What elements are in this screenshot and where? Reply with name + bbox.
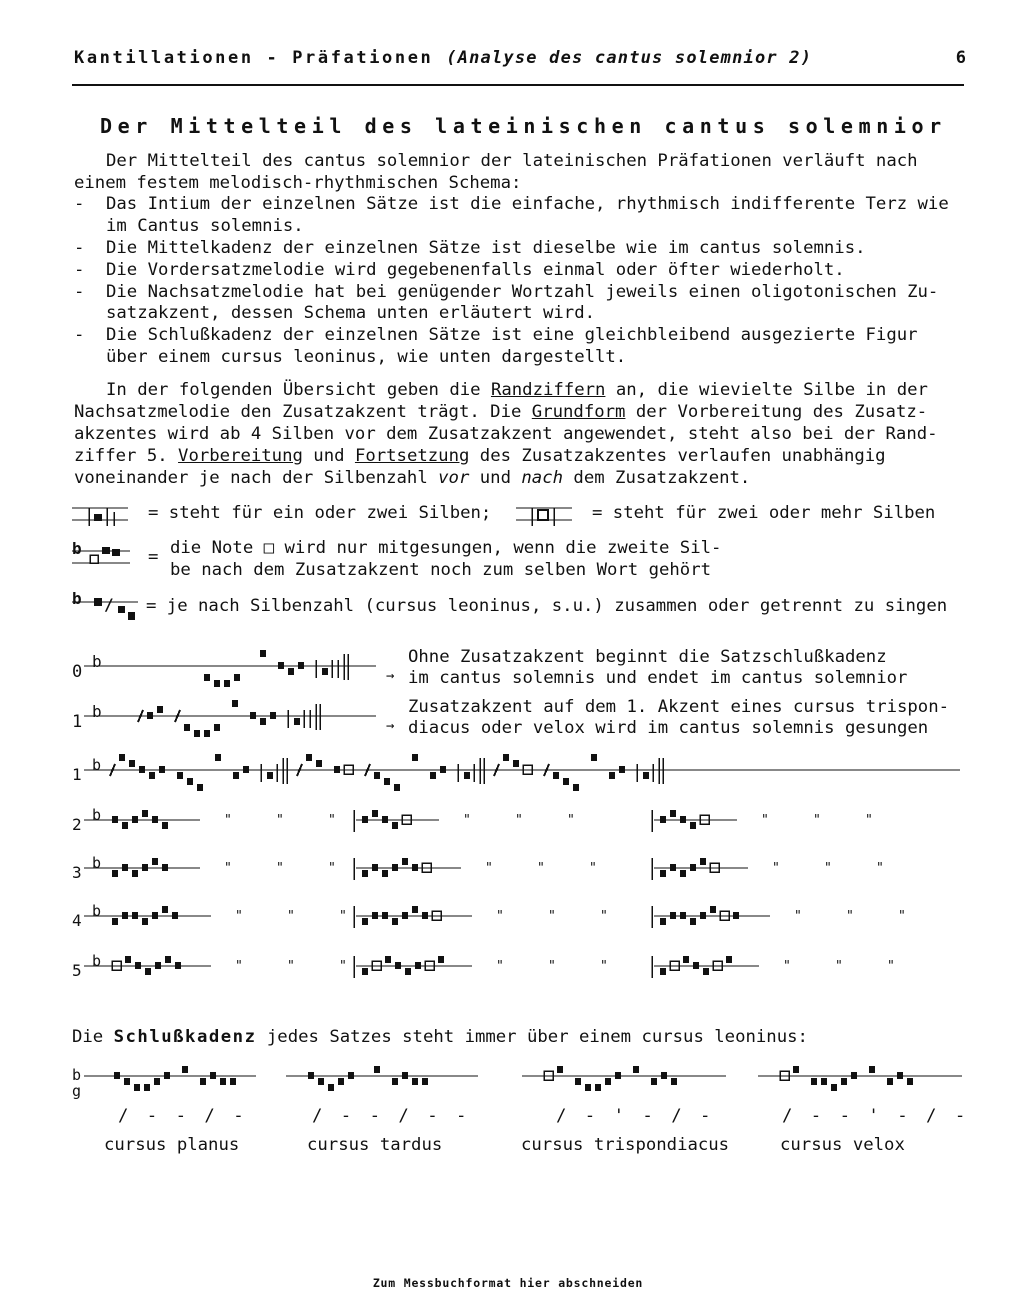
cursus-velox-accents: / - - ' - / - bbox=[782, 1106, 970, 1126]
flat-icon: b bbox=[92, 806, 102, 824]
ditto-mark: " bbox=[589, 861, 597, 876]
ditto-mark: " bbox=[287, 909, 295, 924]
para2-line-5 bbox=[74, 468, 750, 490]
note-square-icon bbox=[125, 956, 131, 963]
note-square-icon bbox=[122, 864, 128, 871]
term-schlusskadenz: Schlußkadenz bbox=[113, 1027, 257, 1047]
section-title: Der Mittelteil des lateinischen cantus solemnior bbox=[100, 114, 947, 138]
note-square-icon bbox=[334, 766, 340, 773]
text: der Vorbereitung des Zusatz- bbox=[625, 402, 928, 422]
ditto-mark: " bbox=[537, 861, 545, 876]
note-square-icon bbox=[152, 858, 158, 865]
note-square-icon bbox=[412, 864, 418, 871]
text: und bbox=[302, 446, 355, 466]
note-square-icon bbox=[152, 816, 158, 823]
note-square-icon bbox=[114, 1072, 120, 1079]
note-square-icon bbox=[134, 1084, 140, 1091]
note-square-icon bbox=[392, 822, 398, 829]
note-square-icon bbox=[184, 724, 190, 731]
para2-line-3: akzentes wird ab 4 Silben vor dem Zusatzakzent angewendet, steht also bei der Rand- bbox=[74, 424, 938, 444]
term-nach: nach bbox=[521, 468, 564, 488]
note-square-icon bbox=[402, 1072, 408, 1079]
note-square-icon bbox=[232, 700, 238, 707]
note-square-icon bbox=[643, 772, 649, 779]
note-square-icon bbox=[135, 962, 141, 969]
ditto-mark: " bbox=[600, 909, 608, 924]
note-square-icon bbox=[215, 754, 221, 761]
ditto-mark: " bbox=[887, 959, 895, 974]
note-square-icon bbox=[710, 906, 716, 913]
example-0-text-line-2: im cantus solemnis und endet im cantus solemnior bbox=[408, 668, 908, 688]
note-square-icon bbox=[372, 864, 378, 871]
note-square-icon bbox=[372, 810, 378, 817]
note-square-icon bbox=[374, 772, 380, 779]
text: dem Zusatzakzent. bbox=[563, 468, 751, 488]
note-square-icon bbox=[897, 1072, 903, 1079]
cursus-planus-accents: / - - / - bbox=[118, 1106, 248, 1126]
legend-eq: = bbox=[148, 547, 159, 567]
note-square-icon bbox=[362, 968, 368, 975]
note-square-icon bbox=[214, 680, 220, 687]
note-square-icon bbox=[362, 918, 368, 925]
note-square-icon bbox=[690, 918, 696, 925]
note-square-icon bbox=[152, 912, 158, 919]
note-square-icon bbox=[112, 870, 118, 877]
ditto-mark: " bbox=[783, 959, 791, 974]
flat-icon: b bbox=[92, 652, 102, 671]
note-square-icon bbox=[680, 912, 686, 919]
para2-line-1 bbox=[106, 380, 928, 402]
note-square-icon bbox=[142, 918, 148, 925]
intro-line-2: einem festem melodisch-rhythmischen Schema: bbox=[74, 173, 522, 193]
note-square-icon bbox=[139, 766, 145, 773]
note-square-icon bbox=[142, 864, 148, 871]
running-header bbox=[74, 48, 966, 68]
example-staff-1 bbox=[70, 700, 404, 744]
note-square-icon bbox=[175, 962, 181, 969]
bullet-3-line-1: Die Vordersatzmelodie wird gegebenenfalls einmal oder öfter wiederholt. bbox=[106, 260, 845, 280]
note-square-icon bbox=[605, 1078, 611, 1085]
note-square-icon bbox=[661, 1072, 667, 1079]
note-square-icon bbox=[145, 968, 151, 975]
legend-symbol-one-or-two bbox=[70, 500, 132, 530]
bullet-4-line-1: Die Nachsatzmelodie hat bei genügender Wortzahl jeweils einen oligotonischen Zu- bbox=[106, 282, 939, 302]
note-square-icon bbox=[619, 766, 625, 773]
bullet-4-line-2: satzakzent, dessen Schema unten erläutert wird. bbox=[106, 303, 595, 323]
note-square-icon bbox=[553, 772, 559, 779]
bullet-dash: - bbox=[74, 194, 85, 214]
note-square-icon bbox=[112, 816, 118, 823]
note-square-icon bbox=[172, 912, 178, 919]
legend-one-or-two: = steht für ein oder zwei Silben; bbox=[148, 503, 492, 523]
note-square-icon bbox=[392, 1078, 398, 1085]
ditto-mark: " bbox=[567, 813, 575, 828]
note-square-icon bbox=[147, 712, 153, 719]
note-square-icon bbox=[328, 1084, 334, 1091]
ditto-mark: " bbox=[485, 861, 493, 876]
note-square-icon bbox=[154, 1078, 160, 1085]
note-square-icon bbox=[422, 1078, 428, 1085]
note-square-icon bbox=[362, 816, 368, 823]
ditto-mark: " bbox=[287, 959, 295, 974]
note-square-icon bbox=[402, 858, 408, 865]
text: voneinander je nach der Silbenzahl bbox=[74, 468, 439, 488]
note-square-icon bbox=[338, 1078, 344, 1085]
note-square-icon bbox=[214, 724, 220, 731]
note-square-icon bbox=[563, 778, 569, 785]
note-square-icon bbox=[680, 870, 686, 877]
text: des Zusatzakzentes verlaufen unabhängig bbox=[469, 446, 886, 466]
row-number: 0 bbox=[72, 662, 83, 682]
cursus-trispondiacus-label: cursus trispondiacus bbox=[521, 1135, 730, 1155]
para2-line-2 bbox=[74, 402, 927, 424]
note-square-icon bbox=[670, 810, 676, 817]
text: jedes Satzes steht immer über einem cursus leoninus: bbox=[256, 1027, 808, 1047]
note-square-icon bbox=[683, 956, 689, 963]
schlusskadenz-intro bbox=[72, 1027, 808, 1047]
example-staff-0 bbox=[70, 650, 404, 694]
note-square-icon bbox=[609, 772, 615, 779]
row-number: 4 bbox=[72, 911, 82, 930]
note-square-icon bbox=[288, 668, 294, 675]
note-square-icon bbox=[372, 912, 378, 919]
ditto-mark: " bbox=[824, 861, 832, 876]
note-square-icon bbox=[793, 1066, 799, 1073]
note-square-icon bbox=[348, 1072, 354, 1079]
note-square-icon bbox=[112, 918, 118, 925]
note-square-icon bbox=[575, 1078, 581, 1085]
note-square-icon bbox=[430, 772, 436, 779]
note-square-icon bbox=[318, 1078, 324, 1085]
note-square-icon bbox=[670, 912, 676, 919]
note-square-icon bbox=[267, 772, 273, 779]
note-square-icon bbox=[690, 822, 696, 829]
note-square-icon bbox=[144, 1084, 150, 1091]
note-square-icon bbox=[887, 1078, 893, 1085]
note-square-icon bbox=[162, 906, 168, 913]
note-square-icon bbox=[394, 784, 400, 791]
flat-icon: b bbox=[72, 1066, 82, 1084]
note-square-icon bbox=[660, 870, 666, 877]
note-square-icon bbox=[132, 816, 138, 823]
legend-mitgesungen-line-2: be nach dem Zusatzakzent noch zum selben Wort gehört bbox=[170, 560, 712, 580]
flat-icon: b bbox=[72, 539, 82, 558]
note-square-icon bbox=[395, 962, 401, 969]
bullet-5-line-2: über einem cursus leoninus, wie unten dargestellt. bbox=[106, 347, 627, 367]
note-square-icon bbox=[703, 968, 709, 975]
note-square-icon bbox=[270, 712, 276, 719]
cursus-velox-label: cursus velox bbox=[780, 1135, 905, 1155]
header-title: Kantillationen - Präfationen bbox=[74, 48, 434, 68]
term-grundform: Grundform bbox=[531, 402, 626, 422]
note-square-icon bbox=[132, 912, 138, 919]
row-number: 3 bbox=[72, 863, 82, 882]
text: und bbox=[469, 468, 522, 488]
note-square-icon bbox=[278, 662, 284, 669]
note-square-icon bbox=[513, 760, 519, 767]
note-square-icon bbox=[615, 1072, 621, 1079]
note-square-icon bbox=[224, 680, 230, 687]
note-square-icon bbox=[260, 718, 266, 725]
arrow-icon: → bbox=[386, 718, 395, 734]
note-square-icon bbox=[132, 870, 138, 877]
note-square-icon bbox=[159, 766, 165, 773]
ditto-mark: " bbox=[876, 861, 884, 876]
note-square-icon bbox=[164, 1072, 170, 1079]
ditto-mark: " bbox=[328, 861, 336, 876]
ditto-mark: " bbox=[224, 813, 232, 828]
ditto-mark: " bbox=[898, 909, 906, 924]
ditto-mark: " bbox=[235, 959, 243, 974]
note-square-icon bbox=[316, 760, 322, 767]
note-square-icon bbox=[204, 730, 210, 737]
term-fortsetzung: Fortsetzung bbox=[354, 446, 470, 466]
note-square-icon bbox=[851, 1072, 857, 1079]
note-square-icon bbox=[233, 772, 239, 779]
note-square-icon bbox=[440, 766, 446, 773]
ditto-mark: " bbox=[548, 909, 556, 924]
ditto-mark: " bbox=[813, 813, 821, 828]
ditto-mark: " bbox=[276, 813, 284, 828]
header-rule bbox=[72, 84, 964, 86]
legend-symbol-two-or-more bbox=[514, 500, 576, 530]
footer-cut-note: Zum Messbuchformat hier abschneiden bbox=[372, 1276, 644, 1290]
note-square-icon bbox=[680, 816, 686, 823]
ditto-mark: " bbox=[496, 909, 504, 924]
cursus-trispondiacus-accents: / - ' - / - bbox=[556, 1106, 715, 1126]
note-square-icon bbox=[243, 766, 249, 773]
note-square-icon bbox=[362, 870, 368, 877]
note-square-icon bbox=[821, 1078, 827, 1085]
bullet-dash: - bbox=[74, 282, 85, 302]
note-square-icon bbox=[503, 754, 509, 761]
bullet-dash: - bbox=[74, 238, 85, 258]
flat-icon: b bbox=[92, 952, 102, 970]
page-number: 6 bbox=[955, 48, 966, 68]
ditto-mark: " bbox=[772, 861, 780, 876]
note-square-icon bbox=[671, 1078, 677, 1085]
legend-symbol-leoninus bbox=[70, 588, 142, 624]
text: In der folgenden Übersicht geben die bbox=[106, 380, 491, 400]
note-square-icon bbox=[122, 912, 128, 919]
para2-line-4 bbox=[74, 446, 886, 468]
note-square-icon bbox=[591, 754, 597, 761]
bullet-1-line-2: im Cantus solemnis. bbox=[106, 216, 304, 236]
text: Nachsatzmelodie den Zusatzakzent trägt. Die bbox=[74, 402, 532, 422]
note-square-icon bbox=[869, 1066, 875, 1073]
note-square-icon bbox=[230, 1078, 236, 1085]
randziffern-table bbox=[70, 752, 970, 987]
row-number: 1 bbox=[72, 765, 82, 784]
ditto-mark: " bbox=[339, 959, 347, 974]
example-1-text-line-2: diacus oder velox wird im cantus solemnis gesungen bbox=[408, 718, 929, 738]
note-square-icon bbox=[382, 912, 388, 919]
note-square-icon bbox=[700, 858, 706, 865]
open-note-icon bbox=[90, 555, 98, 563]
note-square-icon bbox=[415, 962, 421, 969]
bullet-dash: - bbox=[74, 260, 85, 280]
note-square-icon bbox=[595, 1084, 601, 1091]
note-square-icon bbox=[464, 772, 470, 779]
ditto-mark: " bbox=[496, 959, 504, 974]
ditto-mark: " bbox=[463, 813, 471, 828]
note-square-icon bbox=[177, 772, 183, 779]
ditto-mark: " bbox=[761, 813, 769, 828]
note-square-icon bbox=[670, 864, 676, 871]
note-square-icon bbox=[700, 912, 706, 919]
note-square-icon bbox=[260, 650, 266, 657]
note-square-icon bbox=[412, 754, 418, 761]
cursus-tardus-accents: / - - / - - bbox=[312, 1106, 471, 1126]
note-square-icon bbox=[633, 1066, 639, 1073]
ditto-mark: " bbox=[515, 813, 523, 828]
flat-icon: b bbox=[92, 854, 102, 872]
header-subtitle: (Analyse des cantus solemnior 2) bbox=[446, 48, 813, 68]
note-square-icon bbox=[157, 706, 163, 713]
cursus-tardus-label: cursus tardus bbox=[307, 1135, 443, 1155]
note-square-icon bbox=[651, 1078, 657, 1085]
clef-g-icon: g bbox=[72, 1082, 82, 1100]
note-square-icon bbox=[197, 784, 203, 791]
note-square-icon bbox=[308, 1072, 314, 1079]
term-vorbereitung: Vorbereitung bbox=[178, 446, 303, 466]
note-square-icon bbox=[162, 822, 168, 829]
cursus-staves bbox=[70, 1060, 970, 1104]
bullet-2-line-1: Die Mittelkadenz der einzelnen Sätze ist dieselbe wie im cantus solemnis. bbox=[106, 238, 866, 258]
note-square-icon bbox=[298, 662, 304, 669]
text: ziffer 5. bbox=[74, 446, 179, 466]
note-square-icon bbox=[693, 962, 699, 969]
row-number: 1 bbox=[72, 712, 83, 732]
note-square-icon bbox=[142, 810, 148, 817]
example-0-text-line-1: Ohne Zusatzakzent beginnt die Satzschlußkadenz bbox=[408, 647, 887, 667]
slash-icon: / bbox=[104, 595, 114, 614]
cursus-planus-label: cursus planus bbox=[104, 1135, 240, 1155]
ditto-mark: " bbox=[339, 909, 347, 924]
note-square-icon bbox=[831, 1084, 837, 1091]
note-square-icon bbox=[660, 918, 666, 925]
note-square-icon bbox=[122, 822, 128, 829]
ditto-mark: " bbox=[235, 909, 243, 924]
note-square-icon bbox=[165, 956, 171, 963]
note-square-icon bbox=[182, 1066, 188, 1073]
note-square-icon bbox=[124, 1078, 130, 1085]
ditto-mark: " bbox=[835, 959, 843, 974]
note-square-icon bbox=[412, 906, 418, 913]
note-square-icon bbox=[382, 870, 388, 877]
ditto-mark: " bbox=[865, 813, 873, 828]
term-randziffern: Randziffern bbox=[490, 380, 606, 400]
example-1-text-line-1: Zusatzakzent auf dem 1. Akzent eines cursus trispon- bbox=[408, 697, 950, 717]
flat-icon: b bbox=[72, 589, 82, 608]
note-square-icon bbox=[294, 718, 300, 725]
note-square-icon bbox=[392, 918, 398, 925]
note-square-icon bbox=[374, 1066, 380, 1073]
note-square-icon bbox=[385, 956, 391, 963]
note-square-icon bbox=[187, 778, 193, 785]
note-square-icon bbox=[119, 754, 125, 761]
ditto-mark: " bbox=[328, 813, 336, 828]
note-square-icon bbox=[306, 754, 312, 761]
note-square-icon bbox=[234, 674, 240, 681]
note-square-icon bbox=[422, 912, 428, 919]
note-square-icon bbox=[412, 1078, 418, 1085]
note-square-icon bbox=[402, 912, 408, 919]
note-square-icon bbox=[322, 668, 328, 675]
arrow-icon: → bbox=[386, 668, 395, 684]
note-square-icon bbox=[204, 674, 210, 681]
note-square-icon bbox=[585, 1084, 591, 1091]
note-square-icon bbox=[690, 864, 696, 871]
note-square-icon bbox=[557, 1066, 563, 1073]
note-square-icon bbox=[162, 864, 168, 871]
note-square-icon bbox=[438, 956, 444, 963]
note-square-icon bbox=[726, 956, 732, 963]
ditto-mark: " bbox=[548, 959, 556, 974]
flat-icon: b bbox=[92, 702, 102, 721]
term-vor: vor bbox=[438, 468, 470, 488]
legend-leoninus: = je nach Silbenzahl (cursus leoninus, s.u.) zusammen oder getrennt zu singen bbox=[146, 596, 948, 616]
intro-line-1: Der Mittelteil des cantus solemnior der lateinischen Präfationen verläuft nach bbox=[106, 151, 918, 171]
note-square-icon bbox=[220, 1078, 226, 1085]
ditto-mark: " bbox=[846, 909, 854, 924]
note-square-icon bbox=[250, 712, 256, 719]
note-square-icon bbox=[392, 864, 398, 871]
note-square-icon bbox=[210, 1072, 216, 1079]
ditto-mark: " bbox=[276, 861, 284, 876]
flat-icon: b bbox=[92, 756, 102, 774]
note-square-icon bbox=[382, 816, 388, 823]
note-square-icon bbox=[129, 760, 135, 767]
ditto-mark: " bbox=[794, 909, 802, 924]
legend-mitgesungen-line-1: die Note □ wird nur mitgesungen, wenn die zweite Sil- bbox=[170, 538, 722, 558]
ditto-mark: " bbox=[224, 861, 232, 876]
note-square-icon bbox=[384, 778, 390, 785]
note-square-icon bbox=[907, 1078, 913, 1085]
legend-symbol-mitgesungen bbox=[70, 537, 136, 569]
note-square-icon bbox=[155, 962, 161, 969]
bullet-5-line-1: Die Schlußkadenz der einzelnen Sätze ist eine gleichbleibend ausgezierte Figur bbox=[106, 325, 918, 345]
note-square-icon bbox=[405, 968, 411, 975]
flat-icon: b bbox=[92, 902, 102, 920]
note-square-icon bbox=[573, 784, 579, 791]
note-square-icon bbox=[200, 1078, 206, 1085]
note-square-icon bbox=[660, 816, 666, 823]
row-number: 5 bbox=[72, 961, 82, 980]
bullet-dash: - bbox=[74, 325, 85, 345]
text: Die bbox=[72, 1027, 114, 1047]
note-square-icon bbox=[102, 547, 110, 554]
note-square-icon bbox=[660, 968, 666, 975]
note-square-icon bbox=[194, 730, 200, 737]
text: an, die wievielte Silbe in der bbox=[605, 380, 928, 400]
legend-two-or-more: = steht für zwei oder mehr Silben bbox=[592, 503, 936, 523]
ditto-mark: " bbox=[600, 959, 608, 974]
note-square-icon bbox=[149, 772, 155, 779]
note-square-icon bbox=[811, 1078, 817, 1085]
note-square-icon bbox=[733, 912, 739, 919]
bullet-1-line-1: Das Intium der einzelnen Sätze ist die einfache, rhythmisch indifferente Terz wie bbox=[106, 194, 949, 214]
note-square-icon bbox=[841, 1078, 847, 1085]
row-number: 2 bbox=[72, 815, 82, 834]
